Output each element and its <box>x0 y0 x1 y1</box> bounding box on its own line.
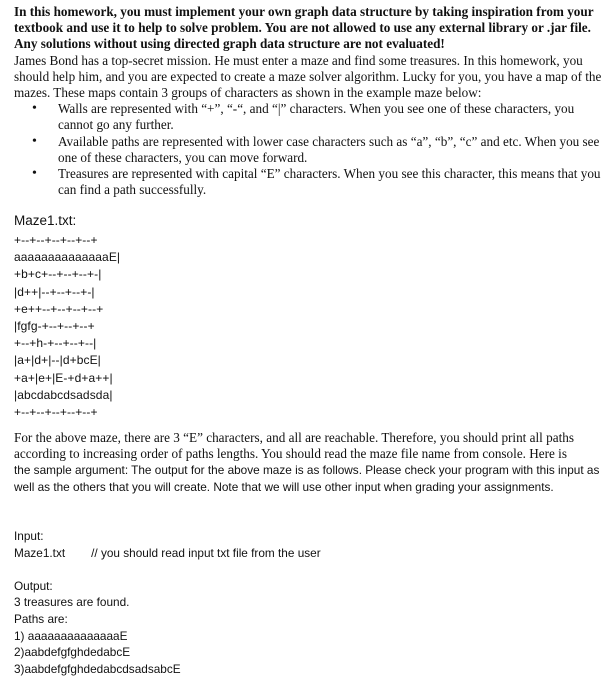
maze-line: +e++--+--+--+--+ <box>14 301 104 316</box>
explanation-section <box>14 430 604 495</box>
maze-line: +--+--+--+--+--+ <box>14 405 98 420</box>
maze-line: +--+--+--+--+--+ <box>14 233 98 247</box>
path-item: 1) aaaaaaaaaaaaaaE <box>14 628 128 643</box>
maze-title: Maze1.txt: <box>14 213 77 228</box>
list-item-treasures: • Treasures are represented with capital “E” characters. When you see this character, this means that you can find a path successfully. <box>58 166 604 198</box>
path-item: 2)aabdefgfghdedabcE <box>14 645 131 660</box>
list-item-paths: • Available paths are represented with lower case characters such as “a”, “b”, “c” and etc. When you see one of these characters, you can move forward. <box>58 134 604 166</box>
input-label: Input: <box>14 529 44 543</box>
intro-story-paragraph: James Bond has a top-secret mission. He must enter a maze and find some treasures. In this homework, you should help him, and you are expected to create a maze solver algorithm. Lucky for you, you have a map of the mazes. These maps contain 3 groups of characters as shown in the example maze below: <box>14 52 602 101</box>
io-section <box>14 528 604 677</box>
maze-line: |a+|d+|--|d+bcE| <box>14 353 101 368</box>
output-result-line: 3 treasures are found. <box>14 595 130 610</box>
input-file: Maze1.txt <box>14 545 66 560</box>
path-item: 3)aabdefgfghdedabcdsadsabcE <box>14 661 181 676</box>
maze-line: +a+|e+|E-+d+a++| <box>14 370 113 385</box>
input-comment: // you should read input txt file from the user <box>91 545 321 560</box>
maze-line: |d++|--+--+--+-| <box>14 284 95 299</box>
maze-example <box>14 212 604 421</box>
input-line <box>14 545 604 562</box>
intro-bold-paragraph: In this homework, you must implement your own graph data structure by taking inspiration from your textbook and use it to help to solve problem. You are not allowed to use any external library or .jar file. Any solutions without using directed graph data structure are not evaluated! <box>14 4 594 52</box>
maze-line: +--+h-+--+--+--| <box>14 336 97 351</box>
list-item-walls: • Walls are represented with “+”, “-“, and “|” characters. When you see one of these characters, you cannot go any further. <box>58 101 604 133</box>
maze-line: aaaaaaaaaaaaaaE| <box>14 250 121 265</box>
maze-line: |abcdabcdsadsda| <box>14 387 113 402</box>
maze-line: +b+c+--+--+--+-| <box>14 267 102 282</box>
character-rules-list <box>14 101 604 198</box>
explanation-sans-text: the sample argument: The output for the above maze is as follows. Please check your program with this input as well as the others that you will create. Note that we will use other input when grading your assignments. <box>14 463 600 494</box>
paths-label: Paths are: <box>14 611 68 626</box>
output-label: Output: <box>14 578 53 593</box>
maze-line: |fgfg-+--+--+--+ <box>14 319 95 334</box>
intro-section <box>14 4 604 198</box>
explanation-serif-text: For the above maze, there are 3 “E” characters, and all are reachable. Therefore, you should print all paths according to increasing order of paths lengths. You should read the maze file name from console. Here is <box>14 430 574 462</box>
